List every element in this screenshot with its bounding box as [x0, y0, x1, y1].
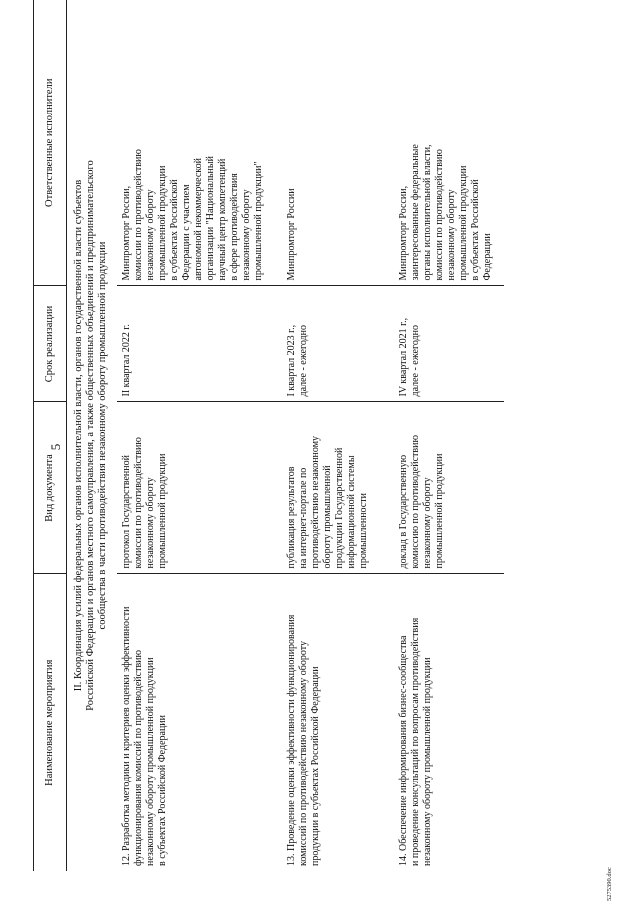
header-responsible: Ответственные исполнители [34, 0, 67, 286]
cell-line: научный центр компетенций [217, 158, 228, 281]
cell-line: организации "Национальный [205, 156, 216, 281]
cell-line: 13. Проведение оценки эффективности функционирования [286, 614, 297, 866]
cell-line: Федерации с участием [181, 184, 192, 281]
cell-line: незаконному обороту [241, 189, 252, 281]
measure-cell [394, 574, 504, 871]
cell-line: в сфере противодействия [229, 173, 240, 281]
doc-type-cell [117, 402, 282, 574]
table-row [282, 0, 394, 871]
cell-line: в субъектах Российской Федерации [157, 714, 168, 866]
cell-line: комиссии по противодействию [133, 149, 144, 281]
deadline-cell [117, 286, 282, 402]
cell-line: промышленной продукции" [253, 161, 264, 281]
cell-line: обороту промышленной [322, 465, 333, 569]
cell-line: далее - ежегодно [298, 325, 309, 397]
cell-line: в субъектах Российской [169, 179, 180, 281]
cell-line: промышленности [358, 493, 369, 569]
doc-type-cell [282, 402, 394, 574]
section-title-line: Российской Федерации и органов местного самоуправления, а также общественных объединений и предпринимательского [85, 160, 96, 711]
cell-line: протокол Государственной [121, 455, 132, 569]
cell-line: незаконному обороту [446, 189, 457, 281]
page-number: 5 [48, 443, 63, 451]
cell-line: незаконному обороту [145, 477, 156, 569]
cell-line: Федерации [482, 233, 493, 281]
header-doc-type: Вид документа [34, 402, 67, 574]
cell-line: доклад в Государственную [398, 454, 409, 569]
table-row [394, 0, 504, 871]
cell-line: противодействию незаконному [310, 435, 321, 569]
cell-line: публикация результатов [286, 466, 297, 569]
table-row [117, 0, 282, 871]
cell-line: в субъектах Российской [470, 179, 481, 281]
cell-line: промышленной продукции [458, 165, 469, 281]
cell-line: комиссии по противодействию [133, 437, 144, 569]
responsible-cell [117, 0, 282, 286]
cell-line: и проведение консультаций по вопросам противодействия [410, 617, 421, 866]
cell-line: 12. Разработка методики и критериев оценки эффективности [121, 606, 132, 866]
cell-line: незаконному обороту [145, 189, 156, 281]
cell-line: функционирования комиссий по противодействию [133, 650, 144, 866]
cell-line: комиссии по противодействию [434, 149, 445, 281]
cell-line: комиссий по противодействию незаконному обороту [298, 641, 309, 866]
cell-line: Минпромторг России, [398, 185, 409, 281]
table-header-row [34, 0, 67, 871]
header-deadline: Срок реализации [34, 286, 67, 402]
cell-line: промышленной продукции [434, 453, 445, 569]
cell-line: на интернет-портале по [298, 467, 309, 569]
responsible-cell [282, 0, 394, 286]
section-title-line: II. Координация усилий федеральных органов исполнительной власти, органов государственной власти субъектов [73, 179, 84, 692]
cell-line: Минпромторг России, [121, 185, 132, 281]
measures-table [33, 0, 504, 871]
cell-line: 14. Обеспечение информирования бизнес-сообщества [398, 635, 409, 866]
cell-line: незаконному обороту [422, 477, 433, 569]
measure-cell [117, 574, 282, 871]
header-measure: Наименование мероприятия [34, 574, 67, 871]
deadline-cell [282, 286, 394, 402]
doc-type-cell [394, 402, 504, 574]
cell-line: заинтересованные федеральные [410, 144, 421, 281]
deadline-cell [394, 286, 504, 402]
section-title-line: сообщества в части противодействия незаконному обороту промышленной продукции [97, 241, 108, 630]
cell-line: Минпромторг России [286, 188, 297, 281]
cell-line: органы исполнительной власти, [422, 144, 433, 281]
cell-line: незаконному обороту промышленной продукции [145, 657, 156, 866]
cell-line: автономной некоммерческой [193, 158, 204, 281]
cell-line: промышленной продукции [157, 165, 168, 281]
document-code: 5275390.doc [606, 867, 613, 901]
cell-line: продукции Государственной [334, 447, 345, 569]
section-row [67, 0, 118, 871]
cell-line: комиссию по противодействию [410, 435, 421, 569]
measure-cell [282, 574, 394, 871]
cell-line: незаконному обороту промышленной продукции [422, 657, 433, 866]
cell-line: IV квартал 2021 г., [398, 317, 409, 397]
cell-line: II квартал 2022 г. [121, 324, 132, 397]
responsible-cell [394, 0, 504, 286]
cell-line: продукции в субъектах Российской Федерации [310, 666, 321, 866]
cell-line: I квартал 2023 г., [286, 324, 297, 397]
cell-line: далее - ежегодно [410, 325, 421, 397]
cell-line: промышленной продукции [157, 453, 168, 569]
section-title [67, 0, 118, 871]
cell-line: информационной системы [346, 455, 357, 569]
